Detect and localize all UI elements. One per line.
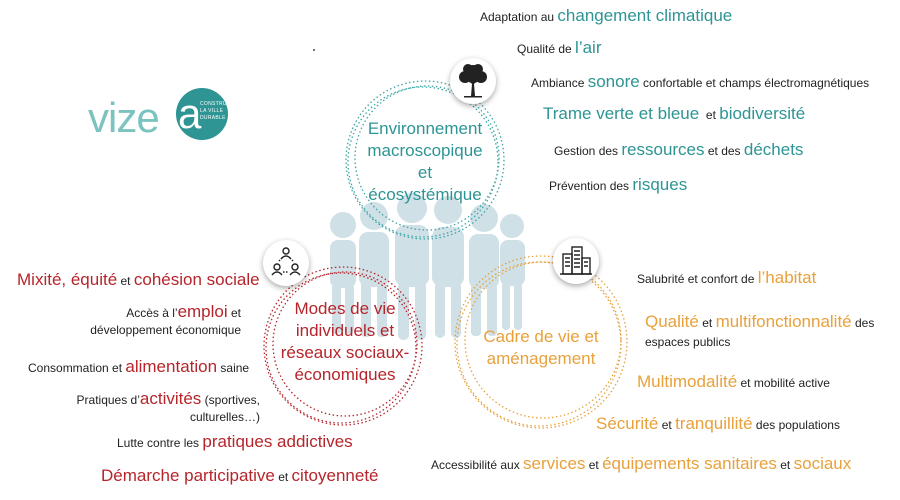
item-text: Adaptation au — [480, 10, 558, 24]
env-item-trame — [543, 104, 805, 124]
item-text: des populations — [752, 418, 840, 432]
item-keyword: Démarche participative — [101, 466, 275, 485]
item-text: et mobilité active — [737, 376, 830, 390]
item-keyword: cohésion sociale — [133, 270, 260, 289]
item-text: développement économique — [90, 323, 241, 337]
item-text: confortable et champs électromagnétiques — [639, 76, 870, 90]
item-text: Ambiance — [531, 76, 588, 90]
item-keyword: l’habitat — [757, 268, 817, 287]
item-text: Gestion des — [554, 144, 622, 158]
cadre-title-line: aménagement — [486, 349, 596, 368]
social-item-conso — [28, 357, 249, 377]
item-keyword: changement climatique — [557, 6, 733, 25]
social-item-mixite — [17, 270, 260, 290]
social-title — [270, 298, 420, 386]
item-text: Prévention des — [549, 179, 633, 193]
item-keyword: tranquillité — [675, 414, 753, 433]
logo-tagline — [200, 101, 236, 122]
env-item-ressources — [554, 140, 803, 160]
env-title — [350, 118, 500, 206]
item-text: saine — [217, 361, 250, 375]
logo-circle-letter: a — [178, 90, 202, 137]
logo-tagline-line: DURABLE — [200, 115, 226, 121]
item-text: et — [776, 458, 794, 472]
item-text: et — [117, 274, 134, 288]
item-keyword: Qualité — [645, 312, 699, 331]
item-keyword: Sécurité — [596, 414, 659, 433]
env-item-risques — [549, 175, 687, 195]
env-title-line: Environnement — [367, 119, 483, 138]
item-keyword: Trame verte et bleue — [543, 104, 700, 123]
logo-circle — [176, 88, 237, 140]
item-text: et — [698, 316, 716, 330]
logo-tagline-line: LA VILLE — [200, 108, 224, 114]
item-text: culturelles…) — [189, 410, 260, 424]
item-keyword: Mixité, équité — [17, 270, 118, 289]
item-keyword: emploi — [177, 302, 228, 321]
cadre-item-multimodalite — [637, 372, 830, 392]
person-silhouette — [500, 214, 525, 330]
social-item-activites — [60, 390, 260, 426]
item-line — [645, 312, 874, 333]
item-keyword: activités — [139, 389, 202, 408]
logo-tagline-line: CONSTRUIRE — [200, 101, 237, 107]
cadre-item-securite — [596, 414, 840, 434]
item-text: et — [585, 458, 603, 472]
item-text: et — [658, 418, 676, 432]
item-keyword: déchets — [743, 140, 804, 159]
network-people-icon — [263, 240, 309, 286]
item-keyword: sociaux — [793, 454, 852, 473]
social-item-emploi — [80, 303, 241, 339]
item-keyword: pratiques addictives — [202, 432, 353, 451]
social-title-line: Modes de vie — [294, 299, 396, 318]
env-title-line: macroscopique — [367, 141, 483, 160]
env-item-climat — [480, 6, 732, 26]
item-text: et — [227, 306, 241, 320]
item-text: (sportives, — [201, 393, 260, 407]
logo-word: vize — [88, 94, 159, 141]
item-text: Accès à l’ — [126, 306, 178, 320]
item-text: espaces publics — [645, 335, 731, 349]
social-item-participative — [101, 466, 379, 486]
social-item-addictives — [117, 432, 353, 452]
cadre-title — [466, 326, 616, 370]
item-text: et des — [704, 144, 744, 158]
social-title-line: économiques — [294, 365, 396, 384]
person-silhouette — [432, 196, 464, 338]
item-keyword: risques — [632, 175, 688, 194]
cadre-item-qualite — [645, 312, 874, 352]
cadre-item-services — [431, 454, 851, 474]
item-text: Lutte contre les — [117, 436, 203, 450]
item-keyword: citoyenneté — [291, 466, 379, 485]
cadre-title-line: Cadre de vie et — [483, 327, 599, 346]
env-title-line: écosystémique — [368, 185, 482, 204]
item-keyword: Multimodalité — [637, 372, 738, 391]
item-text: et — [699, 108, 720, 122]
env-item-sonore — [531, 72, 869, 92]
env-title-line: et — [417, 163, 433, 182]
social-title-line: individuels et — [295, 321, 395, 340]
item-keyword: biodiversité — [719, 104, 806, 123]
item-text: Pratiques d’ — [76, 393, 140, 407]
buildings-icon — [553, 238, 599, 284]
item-keyword: équipements sanitaires — [602, 454, 777, 473]
tree-icon — [450, 58, 496, 104]
person-silhouette — [469, 204, 499, 336]
social-title-line: réseaux sociaux- — [280, 343, 410, 362]
item-text: Qualité de — [517, 42, 576, 56]
item-keyword: l’air — [575, 38, 602, 57]
item-text: Consommation et — [28, 361, 126, 375]
vizea-logo — [88, 90, 238, 150]
item-text: et — [274, 470, 292, 484]
item-line — [60, 390, 260, 409]
cadre-item-habitat — [637, 268, 816, 288]
item-line — [80, 303, 241, 322]
dot-mark — [313, 49, 315, 51]
item-text: Accessibilité aux — [431, 458, 524, 472]
item-keyword: multifonctionnalité — [715, 312, 852, 331]
item-keyword: alimentation — [125, 357, 218, 376]
env-item-air — [517, 38, 602, 58]
item-keyword: sonore — [587, 72, 640, 91]
item-keyword: services — [523, 454, 586, 473]
item-text: Salubrité et confort de — [637, 272, 758, 286]
item-text: des — [851, 316, 875, 330]
item-keyword: ressources — [621, 140, 705, 159]
